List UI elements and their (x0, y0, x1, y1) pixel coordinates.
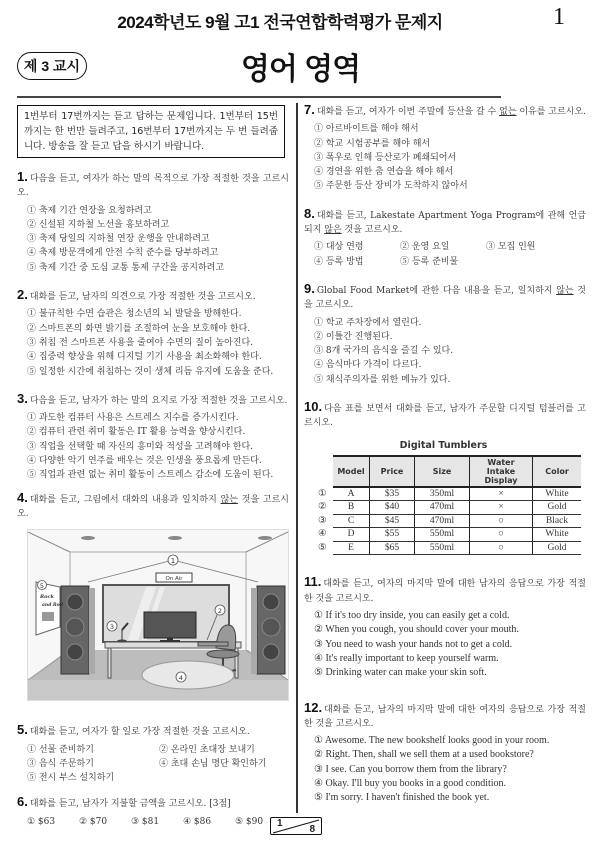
question-1 (17, 170, 289, 275)
question-number: 8. (304, 205, 315, 221)
question-2 (17, 288, 289, 379)
question-7 (304, 103, 586, 194)
current-page: 1 (277, 818, 283, 829)
svg-text:Rock: Rock (40, 594, 54, 601)
cell-display: ○ (470, 528, 533, 542)
option-marker[interactable]: ③ (318, 515, 327, 526)
cell-display: × (470, 487, 533, 501)
svg-text:4: 4 (178, 674, 184, 683)
cell-color: Gold (533, 541, 582, 555)
answer-option-3[interactable]: ③ I see. Can you borrow them from the library? (314, 763, 507, 775)
answer-option-2[interactable]: ② 신설된 지하철 노선을 홍보하려고 (27, 219, 170, 230)
answer-option-5[interactable]: ⑤ $90 (235, 816, 264, 827)
question-number: 9. (304, 280, 315, 296)
answer-option-2[interactable]: ② $70 (79, 816, 108, 827)
answer-option-5[interactable]: ⑤ 축제 기간 중 도심 교통 통제 구간을 공지하려고 (27, 262, 225, 273)
answer-option-3[interactable]: ③ 축제 당일의 지하철 연장 운행을 안내하려고 (27, 234, 210, 245)
question-prompt-end: 것을 고르시오. (304, 285, 586, 311)
cell-price: $35 (370, 487, 415, 501)
answer-option-1[interactable]: ① 대상 연령 (314, 242, 364, 253)
answer-option-4[interactable]: ④ 경연을 위한 춤 연습을 해야 해서 (314, 167, 454, 178)
right-column (304, 103, 586, 806)
answer-option-3[interactable]: ③ 직업을 선택할 때 자신의 흥미와 적성을 고려해야 한다. (27, 441, 254, 452)
answer-option-2[interactable]: ② 이틀간 진행된다. (314, 331, 393, 342)
question-prompt-end: 것을 고르시오. (341, 225, 403, 236)
question-10 (304, 400, 586, 555)
question-prompt: 대화를 듣고, 남자의 마지막 말에 대한 여자의 응답으로 가장 적절한 것을 고르시오. (304, 704, 586, 729)
cell-model: A (333, 487, 370, 501)
table-row[interactable] (316, 514, 581, 528)
cell-size: 350ml (415, 487, 470, 501)
table-row[interactable] (316, 501, 581, 515)
question-number: 10. (304, 399, 323, 415)
cell-model: D (333, 528, 370, 542)
header-rule (17, 96, 501, 98)
question-prompt: 대화를 듣고, Lakestate Apartment Yoga Program에 관해 언급되지 (304, 210, 586, 236)
question-9 (304, 282, 586, 387)
answer-option-5[interactable]: ⑤ 직업과 관련 없는 취미 활동이 스트레스 감소에 도움이 된다. (27, 470, 274, 481)
answer-option-1[interactable]: ① If it's too dry inside, you can easily get a cold. (314, 610, 510, 622)
listening-notice: 1번부터 17번까지는 듣고 답하는 문제입니다. 1번부터 15번까지는 한 번만 들려주고, 16번부터 17번까지는 두 번 들려줍니다. 방송을 잘 듣고 답을 하시기 바랍니다. (17, 105, 285, 158)
cell-color: White (533, 528, 582, 542)
answer-option-4[interactable]: ④ It's really important to keep yourself warm. (314, 652, 499, 664)
cell-price: $45 (370, 514, 415, 528)
answer-option-5[interactable]: ⑤ 전시 부스 설치하기 (27, 773, 115, 784)
answer-option-4[interactable]: ④ 초대 손님 명단 확인하기 (159, 758, 267, 769)
question-number: 11. (304, 574, 322, 590)
svg-text:1: 1 (170, 557, 176, 566)
answer-option-1[interactable]: ① 과도한 컴퓨터 사용은 스트레스 지수를 증가시킨다. (27, 413, 239, 424)
question-prompt: 다음을 듣고, 여자가 하는 말의 목적으로 가장 적절한 것을 고르시오. (17, 174, 289, 199)
table-header-row (316, 456, 581, 487)
question-3 (17, 392, 289, 483)
answer-option-1[interactable]: ① 선물 준비하기 (27, 744, 94, 755)
emphasis-underline: 않은 (324, 225, 342, 236)
question-prompt: 대화를 듣고, 그림에서 대화의 내용과 일치하지 (29, 494, 221, 505)
cell-size: 470ml (415, 501, 470, 515)
studio-illustration (27, 529, 289, 701)
answer-option-3[interactable]: ③ 음식 주문하기 (27, 758, 94, 769)
answer-option-1[interactable]: ① 아르바이트를 해야 해서 (314, 124, 419, 135)
answer-option-5[interactable]: ⑤ Drinking water can make your skin soft. (314, 667, 487, 679)
option-marker[interactable]: ④ (318, 529, 327, 540)
question-prompt-end: 것을 고르시오. (17, 494, 289, 519)
column-header-size: Size (415, 456, 470, 487)
answer-option-5[interactable]: ⑤ I'm sorry. I haven't finished the book yet. (314, 792, 490, 804)
tumbler-table (316, 455, 581, 556)
question-number: 4. (17, 489, 28, 505)
answer-option-3[interactable]: ③ $81 (131, 816, 160, 827)
cell-display: ○ (470, 541, 533, 555)
session-badge: 제 3 교시 (17, 52, 87, 80)
answer-option-5[interactable]: ⑤ 채식주의자를 위한 메뉴가 있다. (314, 374, 451, 385)
answer-option-3[interactable]: ③ You need to wash your hands not to get a cold. (314, 638, 513, 650)
answer-option-1[interactable]: ① 불규칙한 수면 습관은 청소년의 뇌 발달을 방해한다. (27, 309, 242, 320)
question-number: 2. (17, 287, 28, 303)
table-title: Digital Tumblers (399, 439, 488, 451)
cell-model: E (333, 541, 370, 555)
question-5 (17, 723, 289, 785)
question-number: 7. (304, 102, 315, 117)
answer-option-2[interactable]: ② 온라인 초대장 보내기 (159, 744, 255, 755)
left-column (17, 103, 289, 829)
answer-option-4[interactable]: ④ $86 (183, 816, 212, 827)
answer-option-4[interactable]: ④ 축제 방문객에게 안전 수칙 준수를 당부하려고 (27, 248, 219, 259)
question-prompt: 대화를 듣고, 여자가 이번 주말에 등산을 갈 수 (316, 107, 500, 117)
answer-option-2[interactable]: ② 운영 요일 (400, 242, 450, 253)
answer-option-5[interactable]: ⑤ 주문한 등산 장비가 도착하지 않아서 (314, 181, 468, 192)
svg-text:and Roll: and Roll (42, 603, 64, 609)
svg-text:On Air: On Air (165, 576, 183, 583)
emphasis-underline: 없는 (499, 107, 517, 117)
emphasis-underline: 않는 (556, 285, 574, 296)
answer-option-1[interactable]: ① 축제 기간 연장을 요청하려고 (27, 205, 152, 216)
cell-size: 550ml (415, 528, 470, 542)
question-number: 6. (17, 794, 28, 810)
option-marker[interactable]: ② (318, 502, 327, 513)
cell-model: C (333, 514, 370, 528)
table-row[interactable] (316, 541, 581, 555)
question-number: 1. (17, 169, 28, 184)
answer-option-3[interactable]: ③ 모집 인원 (486, 242, 536, 253)
question-8 (304, 207, 586, 269)
question-4 (17, 491, 289, 702)
question-prompt: 대화를 듣고, 남자의 의견으로 가장 적절한 것을 고르시오. (29, 292, 256, 303)
cell-size: 550ml (415, 541, 470, 555)
cell-display: × (470, 501, 533, 515)
answer-option-3[interactable]: ③ 8개 국가의 음식을 즐길 수 있다. (314, 346, 454, 357)
question-prompt: 대화를 듣고, 남자가 지불할 금액을 고르시오. [3점] (29, 799, 231, 810)
cell-price: $55 (370, 528, 415, 542)
answer-option-4[interactable]: ④ 집중력 향상을 위해 디지털 기기 사용을 최소화해야 한다. (27, 352, 262, 363)
column-header-model: Model (333, 456, 370, 487)
column-header-water-intake-display: Water Intake Display (470, 456, 533, 487)
page-header (0, 4, 601, 34)
header-page-number: 1 (553, 4, 565, 30)
answer-option-2[interactable]: ② When you cough, you should cover your mouth. (314, 624, 519, 636)
cell-color: Black (533, 514, 582, 528)
answer-option-5[interactable]: ⑤ 일정한 시간에 취침하는 것이 생체 리듬 유지에 도움을 준다. (27, 366, 274, 377)
answer-option-3[interactable]: ③ 취침 전 스마트폰 사용을 줄여야 수면의 질이 높아진다. (27, 337, 254, 348)
answer-option-5[interactable]: ⑤ 등록 준비물 (400, 256, 459, 267)
question-number: 5. (17, 722, 28, 738)
question-prompt: 다음을 듣고, 남자가 하는 말의 요지로 가장 적절한 것을 고르시오. (29, 395, 288, 406)
exam-title: 2024학년도 9월 고1 전국연합학력평가 문제지 (117, 13, 443, 32)
question-prompt-end: 이유를 고르시오. (516, 107, 586, 117)
answer-option-3[interactable]: ③ 폭우로 인해 등산로가 폐쇄되어서 (314, 152, 457, 163)
answer-option-4[interactable]: ④ 다양한 악기 연주를 배우는 것은 인생을 풍요롭게 만든다. (27, 456, 262, 467)
svg-text:2: 2 (217, 607, 223, 616)
column-divider (296, 103, 298, 813)
answer-option-1[interactable]: ① Awesome. The new bookshelf looks good in your room. (314, 735, 550, 747)
cell-display: ○ (470, 514, 533, 528)
answer-option-2[interactable]: ② Right. Then, shall we sell them at a used bookstore? (314, 749, 534, 761)
cell-color: Gold (533, 501, 582, 515)
question-prompt: 다음 표를 보면서 대화를 듣고, 남자가 주문할 디지털 텀블러를 고르시오. (304, 404, 586, 429)
answer-option-1[interactable]: ① $63 (27, 816, 56, 827)
studio-scene-icon (28, 530, 288, 700)
cell-price: $65 (370, 541, 415, 555)
answer-option-4[interactable]: ④ Okay. I'll buy you books in a good condition. (314, 778, 507, 789)
option-marker[interactable]: ① (318, 488, 327, 499)
emphasis-underline: 않는 (220, 494, 238, 505)
answer-option-1[interactable]: ① 학교 주차장에서 열린다. (314, 317, 422, 328)
question-number: 3. (17, 390, 28, 406)
question-12 (304, 701, 586, 806)
question-6 (17, 795, 289, 829)
cell-model: B (333, 501, 370, 515)
question-prompt: 대화를 듣고, 여자의 마지막 말에 대한 남자의 응답으로 가장 적절한 것을 고르시오. (304, 579, 586, 604)
answer-option-2[interactable]: ② 학교 시험공부를 해야 해서 (314, 138, 431, 149)
question-prompt: 대화를 듣고, 여자가 할 일로 가장 적절한 것을 고르시오. (29, 727, 250, 738)
question-number: 12. (304, 699, 323, 715)
table-row[interactable] (316, 528, 581, 542)
answer-option-4[interactable]: ④ 음식마다 가격이 다르다. (314, 360, 422, 371)
table-row[interactable] (316, 487, 581, 501)
cell-color: White (533, 487, 582, 501)
question-prompt: Global Food Market에 관한 다음 내용을 듣고, 일치하지 (316, 285, 557, 296)
answer-option-2[interactable]: ② 스마트폰의 화면 밝기를 조절하여 눈을 보호해야 한다. (27, 323, 251, 334)
answer-option-4[interactable]: ④ 등록 방법 (314, 256, 364, 267)
cell-size: 470ml (415, 514, 470, 528)
option-marker[interactable]: ⑤ (318, 542, 327, 553)
answer-option-2[interactable]: ② 컴퓨터 관련 취미 활동은 IT 활용 능력을 향상시킨다. (27, 427, 246, 438)
page-indicator (270, 817, 322, 835)
total-pages: 8 (309, 824, 315, 835)
column-header-color: Color (533, 456, 582, 487)
column-header-price: Price (370, 456, 415, 487)
svg-text:5: 5 (39, 582, 45, 591)
subject-title: 영어 영역 (240, 53, 361, 86)
svg-text:3: 3 (109, 623, 115, 632)
question-11 (304, 575, 586, 680)
cell-price: $40 (370, 501, 415, 515)
